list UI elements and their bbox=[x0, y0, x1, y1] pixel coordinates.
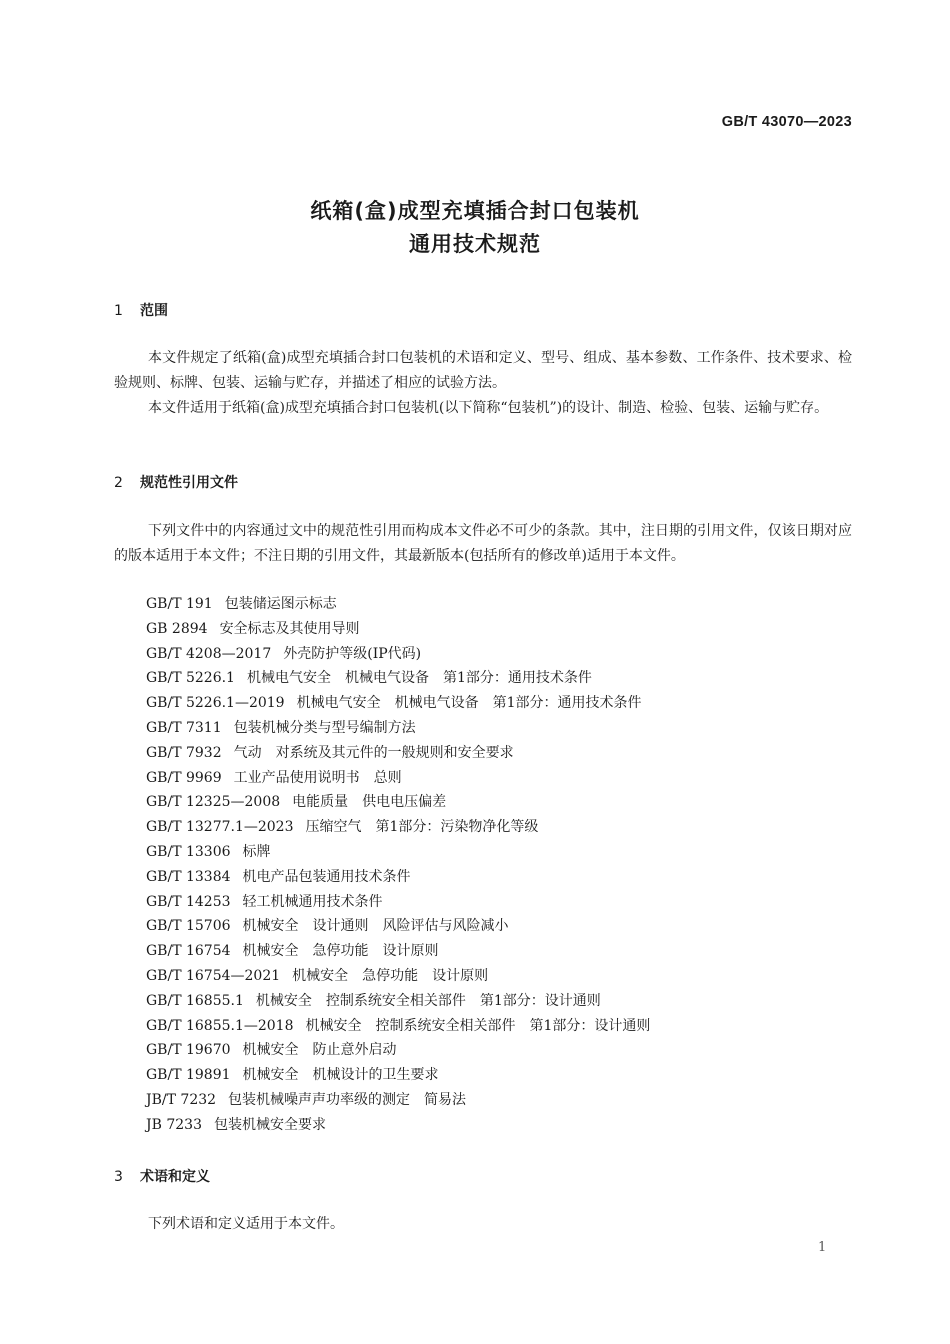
reference-title: 外壳防护等级(IP代码) bbox=[283, 645, 422, 662]
section-2-heading bbox=[114, 472, 238, 492]
reference-code: GB/T 16855.1 bbox=[146, 992, 244, 1009]
reference-title: 包装机械分类与型号编制方法 bbox=[233, 719, 416, 736]
reference-code: GB/T 19891 bbox=[146, 1067, 231, 1084]
reference-code: GB/T 14253 bbox=[146, 893, 231, 910]
reference-code: GB/T 16754—2021 bbox=[146, 967, 281, 984]
reference-code: GB/T 4208—2017 bbox=[146, 645, 272, 662]
reference-item bbox=[146, 989, 650, 1014]
reference-title: 机械安全 防止意外启动 bbox=[242, 1042, 397, 1059]
reference-title: 机械安全 急停功能 设计原则 bbox=[242, 943, 439, 960]
section-2-number: 2 bbox=[114, 475, 123, 491]
reference-item bbox=[146, 1038, 650, 1063]
reference-item bbox=[146, 766, 650, 791]
reference-code: GB/T 16855.1—2018 bbox=[146, 1017, 294, 1034]
section-3-number: 3 bbox=[114, 1169, 123, 1185]
reference-title: 电能质量 供电电压偏差 bbox=[292, 794, 447, 811]
section-1-heading bbox=[114, 300, 168, 320]
reference-code: GB/T 5226.1 bbox=[146, 670, 235, 687]
reference-title: 机电产品包装通用技术条件 bbox=[242, 868, 411, 885]
document-title-line1: 纸箱(盒)成型充填插合封口包装机 bbox=[310, 199, 640, 223]
reference-code: GB/T 13277.1—2023 bbox=[146, 819, 294, 836]
section-3-title: 术语和定义 bbox=[140, 1169, 210, 1185]
reference-item bbox=[146, 1113, 650, 1138]
reference-title: 安全标志及其使用导则 bbox=[219, 620, 360, 637]
reference-item bbox=[146, 815, 650, 840]
reference-title: 压缩空气 第1部分：污染物净化等级 bbox=[305, 819, 539, 836]
reference-item bbox=[146, 1088, 650, 1113]
section-2-title: 规范性引用文件 bbox=[140, 475, 238, 491]
reference-title: 包装机械安全要求 bbox=[213, 1116, 326, 1133]
section-1-paragraph-1: 本文件规定了纸箱(盒)成型充填插合封口包装机的术语和定义、型号、组成、基本参数、工作条件、技术要求、检验规则、标牌、包装、运输与贮存，并描述了相应的试验方法。 bbox=[114, 350, 852, 391]
reference-code: GB/T 15706 bbox=[146, 918, 231, 935]
reference-code: GB/T 19670 bbox=[146, 1042, 231, 1059]
reference-item bbox=[146, 1014, 650, 1039]
reference-code: GB/T 7932 bbox=[146, 744, 222, 761]
reference-item bbox=[146, 1063, 650, 1088]
reference-item bbox=[146, 840, 650, 865]
section-3-intro: 下列术语和定义适用于本文件。 bbox=[148, 1216, 344, 1232]
reference-item bbox=[146, 741, 650, 766]
reference-item bbox=[146, 666, 650, 691]
reference-item bbox=[146, 691, 650, 716]
reference-title: 包装储运图示标志 bbox=[224, 596, 337, 612]
section-1-paragraph-2: 本文件适用于纸箱(盒)成型充填插合封口包装机(以下简称“包装机”)的设计、制造、检验、包装、运输与贮存。 bbox=[148, 400, 829, 416]
reference-code: JB 7233 bbox=[146, 1116, 202, 1133]
reference-title: 机械安全 控制系统安全相关部件 第1部分：设计通则 bbox=[255, 992, 601, 1009]
reference-item bbox=[146, 964, 650, 989]
section-3-heading bbox=[114, 1166, 210, 1186]
reference-title: 标牌 bbox=[242, 843, 271, 860]
reference-code: GB/T 5226.1—2019 bbox=[146, 695, 285, 712]
reference-code: GB/T 191 bbox=[146, 596, 213, 612]
section-1-title: 范围 bbox=[140, 303, 168, 319]
section-1-number: 1 bbox=[114, 303, 123, 319]
reference-title: 机械安全 机械设计的卫生要求 bbox=[242, 1067, 439, 1084]
document-title-line2: 通用技术规范 bbox=[409, 232, 541, 256]
reference-code: GB/T 16754 bbox=[146, 943, 231, 960]
reference-item bbox=[146, 865, 650, 890]
reference-title: 机械安全 急停功能 设计原则 bbox=[292, 967, 489, 984]
reference-item bbox=[146, 790, 650, 815]
reference-item bbox=[146, 642, 650, 667]
reference-title: 机械电气安全 机械电气设备 第1部分：通用技术条件 bbox=[246, 670, 592, 687]
reference-code: GB/T 13384 bbox=[146, 868, 231, 885]
page-number: 1 bbox=[818, 1240, 827, 1255]
reference-code: JB/T 7232 bbox=[146, 1091, 217, 1108]
reference-code: GB/T 13306 bbox=[146, 843, 231, 860]
reference-item bbox=[146, 592, 650, 617]
reference-title: 气动 对系统及其元件的一般规则和安全要求 bbox=[233, 744, 514, 761]
section-2-intro: 下列文件中的内容通过文中的规范性引用而构成本文件必不可少的条款。其中，注日期的引用文件，仅该日期对应的版本适用于本文件；不注日期的引用文件，其最新版本(包括所有的修改单)适用于本文件。 bbox=[114, 523, 852, 564]
reference-title: 机械安全 控制系统安全相关部件 第1部分：设计通则 bbox=[305, 1017, 651, 1034]
reference-code: GB 2894 bbox=[146, 620, 208, 637]
reference-item bbox=[146, 716, 650, 741]
reference-title: 包装机械噪声声功率级的测定 简易法 bbox=[228, 1091, 467, 1108]
reference-title: 工业产品使用说明书 总则 bbox=[233, 769, 402, 786]
reference-title: 轻工机械通用技术条件 bbox=[242, 893, 383, 910]
reference-title: 机械安全 设计通则 风险评估与风险减小 bbox=[242, 918, 509, 935]
reference-item bbox=[146, 890, 650, 915]
reference-title: 机械电气安全 机械电气设备 第1部分：通用技术条件 bbox=[296, 695, 642, 712]
reference-item bbox=[146, 617, 650, 642]
reference-code: GB/T 12325—2008 bbox=[146, 794, 281, 811]
normative-reference-list bbox=[146, 592, 650, 1138]
standard-number: GB/T 43070—2023 bbox=[721, 114, 852, 130]
reference-code: GB/T 7311 bbox=[146, 719, 222, 736]
reference-item bbox=[146, 914, 650, 939]
reference-item bbox=[146, 939, 650, 964]
reference-code: GB/T 9969 bbox=[146, 769, 222, 786]
